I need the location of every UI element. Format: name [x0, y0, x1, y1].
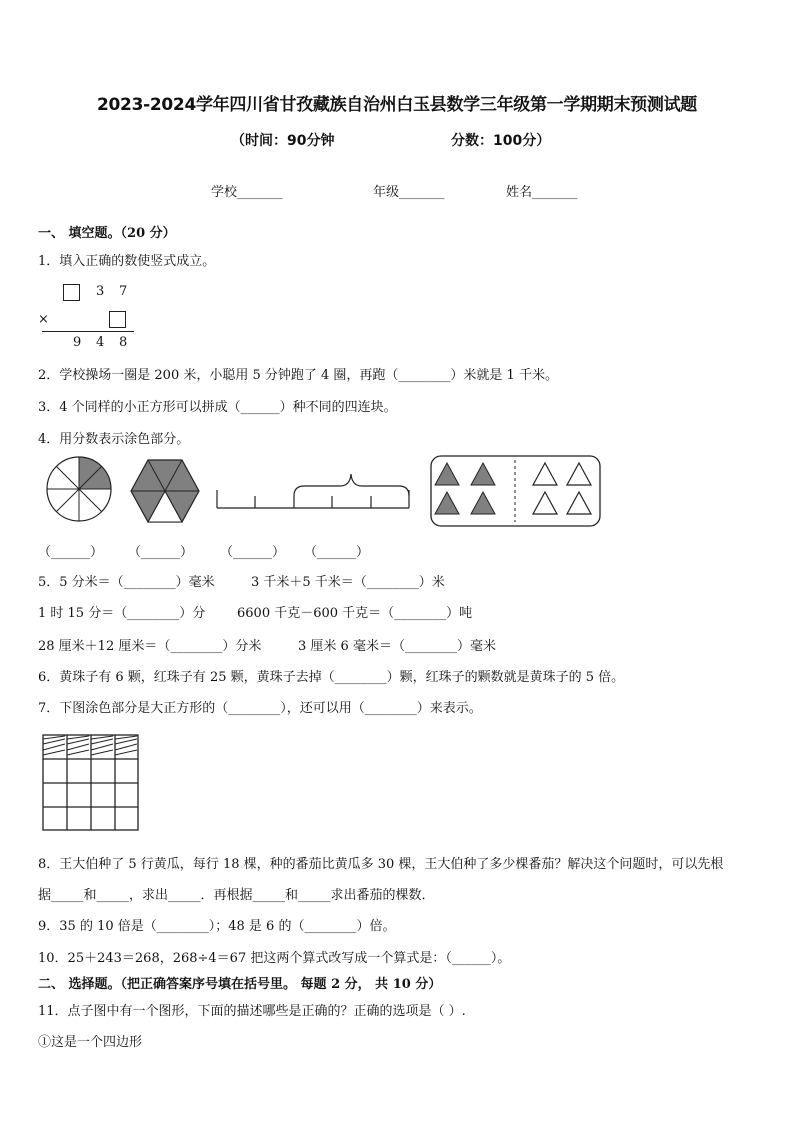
digit: 8 [119, 335, 128, 350]
exam-time: （时间：90分钟 [231, 133, 335, 149]
question-5d: 6600 千克－600 千克＝（________）吨 [237, 606, 473, 621]
page-title: 2023-2024学年四川省甘孜藏族自治州白玉县数学三年级第一学期期末预测试题 [97, 95, 697, 115]
times-sign: × [38, 312, 49, 327]
segment-figure [217, 474, 409, 508]
section-1-heading: 一、 填空题。（20 分） [38, 226, 176, 241]
answer-blank-1[interactable]: （______） [38, 545, 104, 560]
question-5e: 28 厘米＋12 厘米＝（________）分米 [38, 639, 262, 654]
digit: 9 [73, 335, 82, 350]
circle-figure [47, 457, 111, 521]
question-7: 7．下图涂色部分是大正方形的（________），还可以用（________）来表示。 [38, 701, 482, 716]
question-3: 3．4 个同样的小正方形可以拼成（______）种不同的四连块。 [38, 400, 397, 415]
question-4: 4．用分数表示涂色部分。 [38, 432, 190, 447]
name-field[interactable]: 姓名_______ [506, 185, 578, 200]
question-2: 2．学校操场一圈是 200 米，小聪用 5 分钟跑了 4 圈，再跑（________）米就是 1 千米。 [38, 368, 558, 383]
digit: 3 [96, 284, 105, 299]
question-6: 6．黄珠子有 6 颗，红珠子有 25 颗，黄珠子去掉（________）颗，红珠子的颗数就是黄珠子的 5 倍。 [38, 670, 625, 685]
digit: 7 [119, 284, 128, 299]
exam-score: 分数：100分） [451, 133, 551, 149]
hexagon-figure [131, 460, 199, 522]
school-field[interactable]: 学校_______ [211, 185, 283, 200]
digit: 4 [96, 335, 105, 350]
answer-blank-4[interactable]: （______） [304, 545, 370, 560]
answer-blank-3[interactable]: （______） [220, 545, 286, 560]
section-2-heading: 二、 选择题。（把正确答案序号填在括号里。 每题 2 分， 共 10 分） [38, 977, 442, 992]
option-1[interactable]: ①这是一个四边形 [38, 1035, 143, 1050]
question-5b: 3 千米＋5 千米＝（________）米 [251, 575, 445, 590]
question-5a: 5．5 分米＝（________）毫米 [38, 575, 215, 590]
answer-box-2[interactable] [109, 311, 126, 328]
question-8-line-1: 8．王大伯种了 5 行黄瓜，每行 18 棵，种的番茄比黄瓜多 30 棵，王大伯种了多少棵番茄？解决这个问题时，可以先根 [38, 857, 724, 872]
equation-line [42, 331, 134, 332]
answer-box-1[interactable] [63, 284, 80, 301]
question-1: 1．填入正确的数使竖式成立。 [38, 254, 216, 269]
triangles-figure [431, 456, 600, 526]
question-10: 10．25＋243＝268，268÷4＝67 把这两个算式改写成一个算式是：（______）。 [38, 951, 511, 966]
grid-figure [42, 734, 142, 834]
answer-blank-2[interactable]: （______） [128, 545, 194, 560]
question-11: 11．点子图中有一个图形，下面的描述哪些是正确的？正确的选项是（ ）. [38, 1004, 466, 1019]
question-5f: 3 厘米 6 毫米＝（________）毫米 [298, 639, 496, 654]
grade-field[interactable]: 年级_______ [373, 185, 445, 200]
question-9: 9．35 的 10 倍是（________）；48 是 6 的（________）倍。 [38, 919, 396, 934]
fraction-figures [0, 452, 794, 532]
question-8-line-2: 据_____和_____，求出_____．再根据_____和_____求出番茄的棵数． [38, 888, 435, 903]
question-5c: 1 时 15 分＝（________）分 [38, 606, 206, 621]
